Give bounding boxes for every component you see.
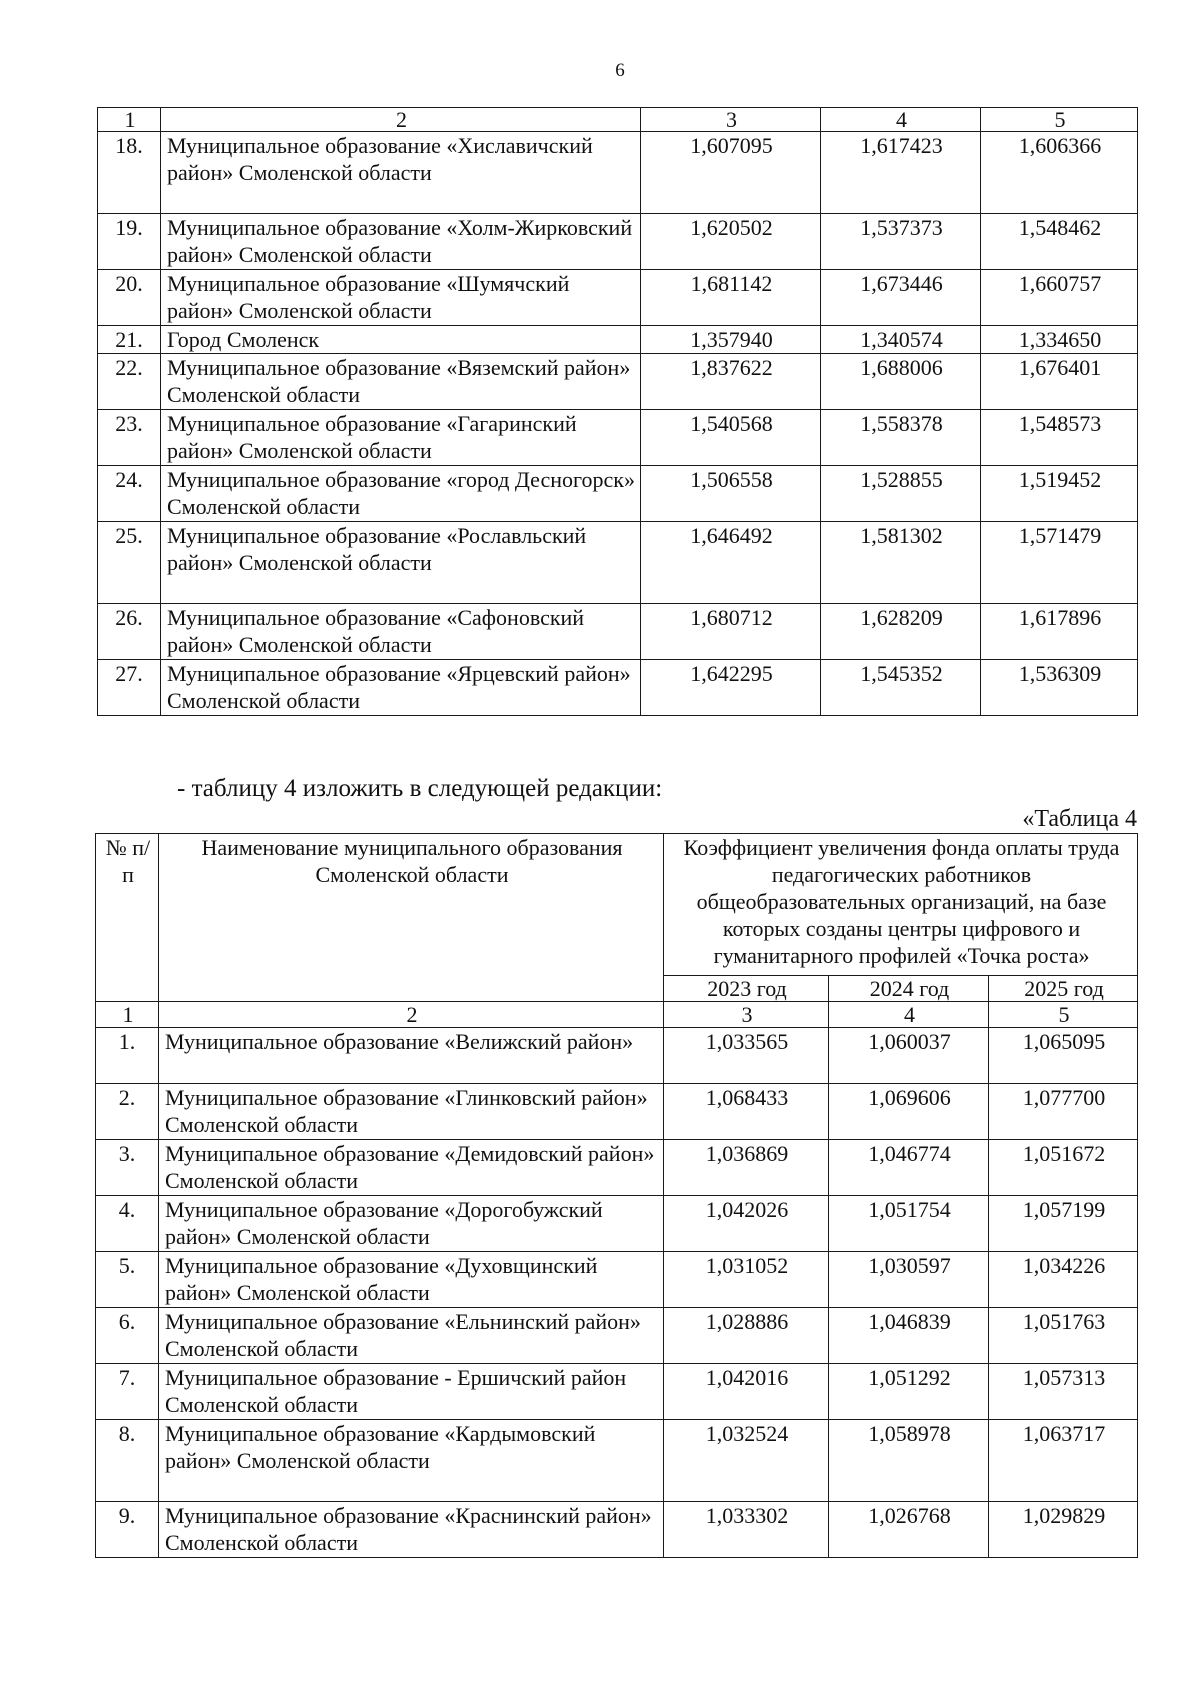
municipality-name: Муниципальное образование - Ершичский район Смоленской области [159, 1364, 664, 1420]
row-number: 25. [98, 522, 161, 604]
table-caption: «Таблица 4 [1022, 806, 1137, 832]
table-row [96, 1252, 1138, 1308]
value-col3: 1,646492 [641, 522, 821, 604]
value-2023: 1,068433 [664, 1084, 829, 1140]
value-col5: 1,548462 [981, 214, 1138, 270]
value-col3: 1,620502 [641, 214, 821, 270]
value-col4: 1,617423 [821, 132, 981, 214]
value-2024: 1,030597 [829, 1252, 989, 1308]
value-col3: 1,540568 [641, 410, 821, 466]
municipality-name: Муниципальное образование «город Десногорск» Смоленской области [161, 466, 641, 522]
row-number: 19. [98, 214, 161, 270]
value-2025: 1,051672 [989, 1140, 1138, 1196]
row-number: 27. [98, 660, 161, 716]
row-number: 18. [98, 132, 161, 214]
row-number: 20. [98, 270, 161, 326]
row-number: 22. [98, 354, 161, 410]
value-col5: 1,660757 [981, 270, 1138, 326]
table-row [98, 214, 1138, 270]
value-2025: 1,034226 [989, 1252, 1138, 1308]
value-2023: 1,033302 [664, 1502, 829, 1558]
municipality-name: Муниципальное образование «Дорогобужский район» Смоленской области [159, 1196, 664, 1252]
value-col5: 1,617896 [981, 604, 1138, 660]
row-number: 23. [98, 410, 161, 466]
table-row [98, 132, 1138, 214]
value-col3: 1,642295 [641, 660, 821, 716]
value-2024: 1,051754 [829, 1196, 989, 1252]
column-number: 2 [159, 1002, 664, 1028]
table-4 [95, 833, 1138, 1558]
value-col3: 1,506558 [641, 466, 821, 522]
column-number: 5 [989, 1002, 1138, 1028]
value-2025: 1,057313 [989, 1364, 1138, 1420]
value-2024: 1,046839 [829, 1308, 989, 1364]
municipality-name: Муниципальное образование «Глинковский район» Смоленской области [159, 1084, 664, 1140]
row-number: 6. [96, 1308, 159, 1364]
value-2023: 1,036869 [664, 1140, 829, 1196]
value-2023: 1,042016 [664, 1364, 829, 1420]
table-row [98, 354, 1138, 410]
value-col5: 1,536309 [981, 660, 1138, 716]
value-2023: 1,028886 [664, 1308, 829, 1364]
value-col5: 1,548573 [981, 410, 1138, 466]
row-number: 5. [96, 1252, 159, 1308]
value-2023: 1,033565 [664, 1028, 829, 1084]
column-number-row [98, 108, 1138, 132]
value-col4: 1,340574 [821, 326, 981, 354]
value-col3: 1,837622 [641, 354, 821, 410]
table-row [98, 326, 1138, 354]
municipality-name: Муниципальное образование «Ярцевский район» Смоленской области [161, 660, 641, 716]
table-row [96, 1364, 1138, 1420]
column-number: 1 [98, 108, 161, 132]
row-number: 4. [96, 1196, 159, 1252]
header-year-2024: 2024 год [829, 976, 989, 1002]
value-col4: 1,537373 [821, 214, 981, 270]
value-col3: 1,607095 [641, 132, 821, 214]
value-2024: 1,046774 [829, 1140, 989, 1196]
municipality-name: Муниципальное образование «Гагаринский район» Смоленской области [161, 410, 641, 466]
column-number: 4 [821, 108, 981, 132]
table-row [98, 604, 1138, 660]
municipality-name: Муниципальное образование «Сафоновский район» Смоленской области [161, 604, 641, 660]
value-col5: 1,571479 [981, 522, 1138, 604]
value-col3: 1,357940 [641, 326, 821, 354]
instruction-text: - таблицу 4 изложить в следующей редакции: [177, 775, 663, 802]
column-number: 4 [829, 1002, 989, 1028]
value-col4: 1,581302 [821, 522, 981, 604]
column-number: 3 [664, 1002, 829, 1028]
value-col4: 1,628209 [821, 604, 981, 660]
value-col3: 1,681142 [641, 270, 821, 326]
value-2024: 1,026768 [829, 1502, 989, 1558]
value-2025: 1,029829 [989, 1502, 1138, 1558]
row-number: 26. [98, 604, 161, 660]
value-2023: 1,042026 [664, 1196, 829, 1252]
table-row [96, 1420, 1138, 1502]
table-row [98, 410, 1138, 466]
row-number: 7. [96, 1364, 159, 1420]
municipality-name: Муниципальное образование «Ельнинский район» Смоленской области [159, 1308, 664, 1364]
municipality-name: Муниципальное образование «Вяземский район» Смоленской области [161, 354, 641, 410]
row-number: 8. [96, 1420, 159, 1502]
value-2024: 1,069606 [829, 1084, 989, 1140]
value-col4: 1,558378 [821, 410, 981, 466]
value-col5: 1,334650 [981, 326, 1138, 354]
table-row [96, 1084, 1138, 1140]
municipality-name: Муниципальное образование «Духовщинский район» Смоленской области [159, 1252, 664, 1308]
value-2024: 1,060037 [829, 1028, 989, 1084]
table-row [96, 1140, 1138, 1196]
value-2023: 1,031052 [664, 1252, 829, 1308]
table-row [98, 660, 1138, 716]
header-coefficient: Коэффициент увеличения фонда оплаты труда педагогических работников общеобразовательных организаций, на базе которых созданы центры цифрового и гуманитарного профилей «Точка роста» [664, 834, 1138, 976]
header-year-2025: 2025 год [989, 976, 1138, 1002]
value-2023: 1,032524 [664, 1420, 829, 1502]
column-number: 1 [96, 1002, 159, 1028]
value-col4: 1,545352 [821, 660, 981, 716]
municipality-name: Муниципальное образование «Рославльский район» Смоленской области [161, 522, 641, 604]
value-2024: 1,058978 [829, 1420, 989, 1502]
value-col3: 1,680712 [641, 604, 821, 660]
header-year-2023: 2023 год [664, 976, 829, 1002]
table-row [96, 1502, 1138, 1558]
page-number: 6 [615, 60, 625, 81]
table-row [98, 522, 1138, 604]
value-col5: 1,676401 [981, 354, 1138, 410]
municipality-name: Муниципальное образование «Шумячский район» Смоленской области [161, 270, 641, 326]
municipality-name: Муниципальное образование «Краснинский район» Смоленской области [159, 1502, 664, 1558]
row-number: 2. [96, 1084, 159, 1140]
value-2025: 1,065095 [989, 1028, 1138, 1084]
value-col5: 1,606366 [981, 132, 1138, 214]
row-number: 24. [98, 466, 161, 522]
municipality-name: Муниципальное образование «Кардымовский район» Смоленской области [159, 1420, 664, 1502]
column-number: 5 [981, 108, 1138, 132]
column-number: 3 [641, 108, 821, 132]
table-row [96, 1028, 1138, 1084]
row-number: 3. [96, 1140, 159, 1196]
value-2025: 1,077700 [989, 1084, 1138, 1140]
value-2025: 1,051763 [989, 1308, 1138, 1364]
value-2025: 1,063717 [989, 1420, 1138, 1502]
municipality-name: Муниципальное образование «Демидовский район» Смоленской области [159, 1140, 664, 1196]
continuation-table [97, 107, 1138, 716]
table-row [98, 270, 1138, 326]
table-row [96, 1196, 1138, 1252]
header-number: № п/п [96, 834, 159, 1002]
column-number: 2 [161, 108, 641, 132]
row-number: 9. [96, 1502, 159, 1558]
value-2025: 1,057199 [989, 1196, 1138, 1252]
municipality-name: Муниципальное образование «Холм-Жирковский район» Смоленской области [161, 214, 641, 270]
municipality-name: Город Смоленск [161, 326, 641, 354]
table-row [98, 466, 1138, 522]
value-2024: 1,051292 [829, 1364, 989, 1420]
value-col4: 1,688006 [821, 354, 981, 410]
table-row [96, 1308, 1138, 1364]
value-col5: 1,519452 [981, 466, 1138, 522]
value-col4: 1,673446 [821, 270, 981, 326]
municipality-name: Муниципальное образование «Велижский район» [159, 1028, 664, 1084]
row-number: 1. [96, 1028, 159, 1084]
column-number-row [96, 1002, 1138, 1028]
value-col4: 1,528855 [821, 466, 981, 522]
municipality-name: Муниципальное образование «Хиславичский район» Смоленской области [161, 132, 641, 214]
table-header-row [96, 834, 1138, 976]
row-number: 21. [98, 326, 161, 354]
header-name: Наименование муниципального образования Смоленской области [159, 834, 664, 1002]
